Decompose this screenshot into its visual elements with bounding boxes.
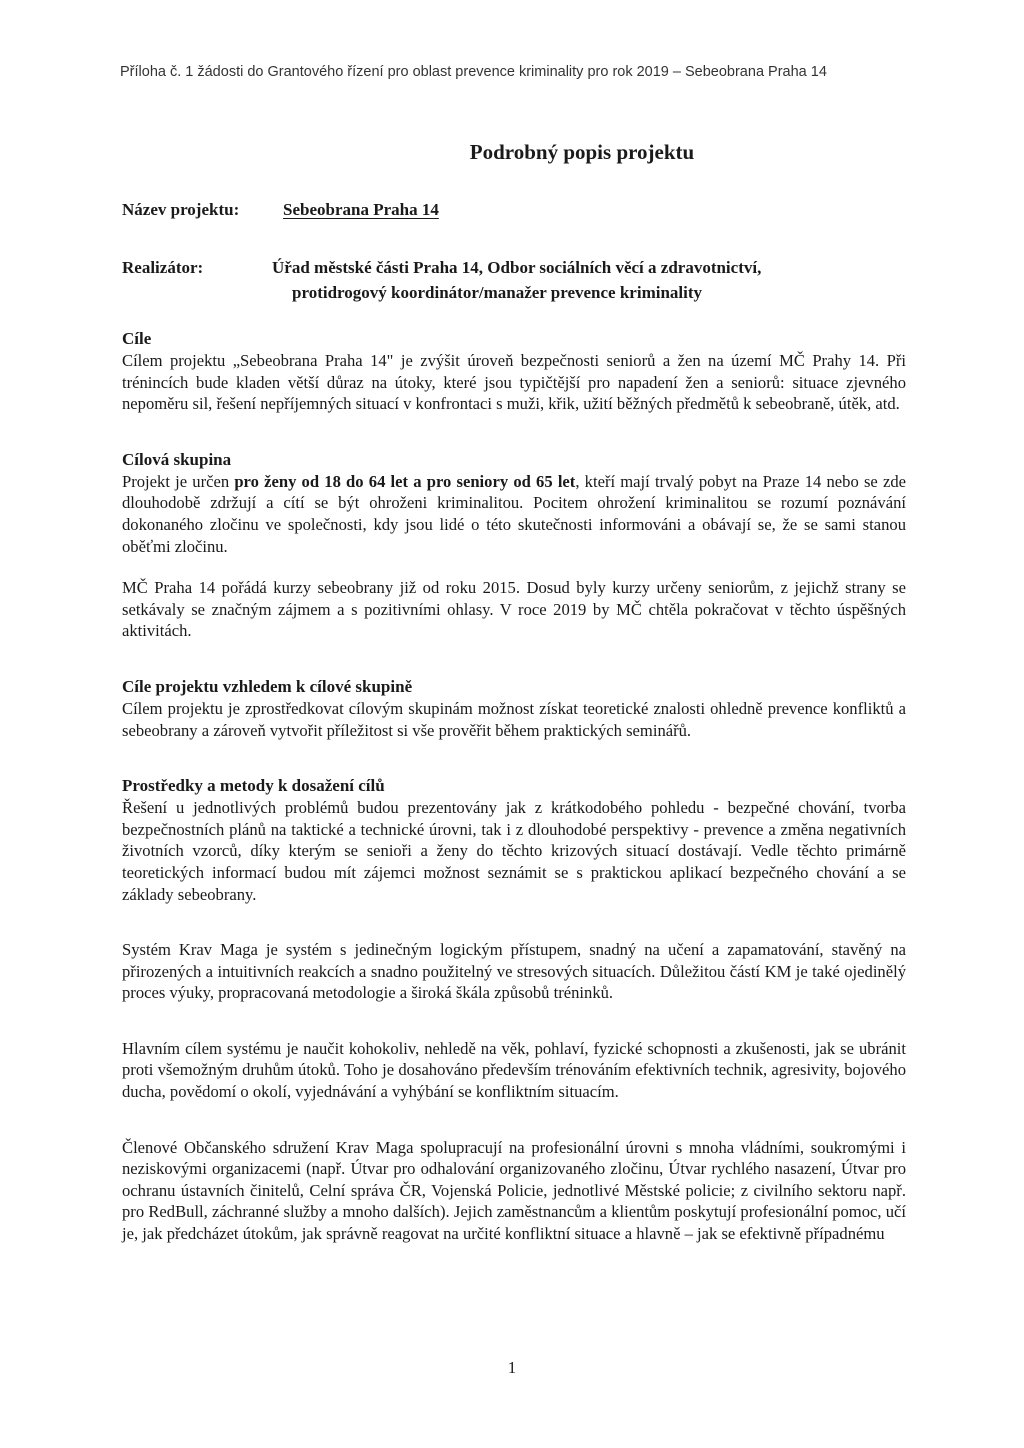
section-goals: [122, 328, 906, 415]
section-means-methods: [122, 775, 906, 1245]
section-target-group: [122, 449, 906, 642]
page-title-text: Podrobný popis projektu: [469, 140, 695, 164]
realizer-line-1: Úřad městské části Praha 14, Odbor sociálních věcí a zdravotnictví,: [272, 258, 762, 277]
project-name-value: Sebeobrana Praha 14: [283, 200, 439, 219]
paragraph: [122, 471, 906, 557]
paragraph: Cílem projektu „Sebeobrana Praha 14" je zvýšit úroveň bezpečnosti seniorů a žen na území MČ Prahy 14. Při trénincích bude kladen větší důraz na útoky, které jsou typičtější pro napadení žen a seniorů: situace zjevného nepoměru sil, řešení nepříjemných situací v konfrontaci s muži, křik, užití běžných předmětů k sebeobraně, útěk, atd.: [122, 351, 906, 414]
document-body: [122, 328, 906, 1265]
running-header: Příloha č. 1 žádosti do Grantového řízení pro oblast prevence kriminality pro rok 2019 – Sebeobrana Praha 14: [120, 64, 827, 80]
section-heading: Prostředky a metody k dosažení cílů: [122, 776, 385, 796]
realizer-line-2: protidrogový koordinátor/manažer prevence kriminality: [292, 283, 703, 302]
paragraph: Řešení u jednotlivých problémů budou prezentovány jak z krátkodobého pohledu - bezpečné chování, tvorba bezpečnostních plánů na taktické a technické úrovni, tak i z dlouhodobé perspektivy - prevence a změna negativních životních vzorců, díky kterým se senioři a ženy do těchto krizových situací dostávají. Vedle těchto primárně teoretických informací budou mít zájemci možnost seznámit se s praktickou aplikací bezpečného chování a se základy sebeobrany.: [122, 798, 906, 904]
paragraph: Členové Občanského sdružení Krav Maga spolupracují na profesionální úrovni s mnoha vládními, soukromými i neziskovými organizacemi (např. Útvar pro odhalování organizovaného zločinu, Útvar rychlého nasazení, Útvar pro ochranu ústavních činitelů, Celní správa ČR, Vojenská Policie, jednotlivé Městské policie; z civilního sektoru např. pro RedBull, záchranné služby a mnoho dalších). Jejich zaměstnancům a klientům poskytují profesionální pomoc, učí je, jak předcházet útokům, jak správně reagovat na určité konfliktní situace a hlavně – jak se efektivně případnému: [122, 1137, 906, 1244]
page-title: [0, 140, 1024, 165]
highlighted-target-group: pro ženy od 18 do 64 let a pro seniory od 65 let: [234, 471, 576, 491]
text-run: , kteří mají trvalý pobyt na Praze 14 nebo se zde dlouhodobě zdržují a cítí se být ohroženi kriminalitou. Pocitem ohrožení kriminalitou se rozumí poznávání dokonaného zločinu ve společnosti, kdy jsou lidé o této skutečnosti informováni a obávají se, že se sami stanou oběťmi zločinu.: [122, 471, 906, 556]
paragraph: MČ Praha 14 pořádá kurzy sebeobrany již od roku 2015. Dosud byly kurzy určeny seniorům, z jejichž strany se setkávaly se značným zájmem a s pozitivními ohlasy. V roce 2019 by MČ chtěla pokračovat v těchto úspěšných aktivitách.: [122, 578, 906, 641]
paragraph: Hlavním cílem systému je naučit kohokoliv, nehledě na věk, pohlaví, fyzické schopnosti a zkušenosti, jak se ubránit proti všemožným druhům útoků. Toho je dosahováno především trénováním efektivních technik, agresivity, bojového ducha, povědomí o okolí, vyjednávání a vyhýbání se konfliktním situacím.: [122, 1038, 906, 1102]
section-goals-target: [122, 676, 906, 741]
text-run: Projekt je určen: [122, 471, 235, 491]
realizer-label: Realizátor:: [122, 258, 204, 277]
section-heading: Cíle: [122, 329, 152, 348]
project-name-label: Název projektu:: [122, 200, 240, 219]
paragraph: Systém Krav Maga je systém s jedinečným logickým přístupem, snadný na učení a zapamatování, stavěný na přirozených a intuitivních reakcích a snadno použitelný ve stresových situacích. Důležitou částí KM je také ojedinělý proces výuky, propracovaná metodologie a široká škála způsobů tréninků.: [122, 940, 906, 1003]
page-number: 1: [507, 1358, 517, 1377]
paragraph: Cílem projektu je zprostředkovat cílovým skupinám možnost získat teoretické znalosti ohledně prevence konfliktů a sebeobrany a zároveň vytvořit příležitost si vše prověřit během praktických seminářů.: [122, 698, 906, 740]
section-heading: Cílová skupina: [122, 449, 232, 469]
section-heading: Cíle projektu vzhledem k cílové skupině: [122, 676, 413, 696]
